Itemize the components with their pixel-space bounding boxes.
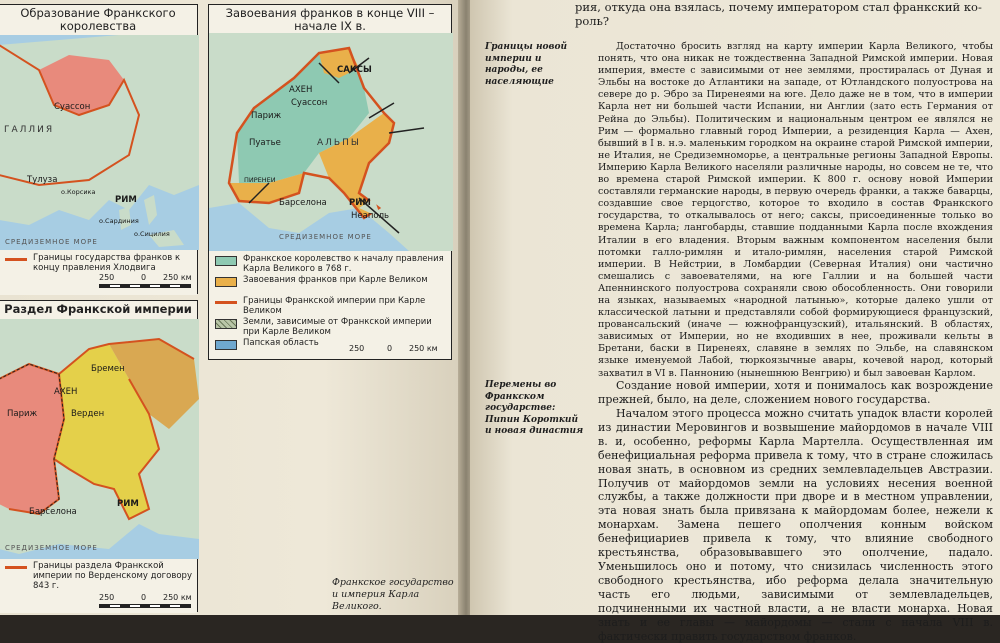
map1-label-galliya: ГАЛЛИЯ [4, 125, 55, 135]
map3-legend [0, 559, 197, 613]
map3-label-rim: РИМ [117, 499, 139, 509]
map2-title: Завоевания франков в конце VIII – начале IX в. [209, 5, 451, 33]
map2-label-neapol: Неаполь [351, 211, 390, 221]
map3-label-sea: СРЕДИЗЕМНОЕ МОРЕ [5, 544, 98, 552]
map-frankish-kingdom-formation [0, 4, 198, 294]
map3-area [0, 319, 197, 559]
map2-legend [209, 251, 451, 359]
top-continuation-text: рия, откуда она взялась, почему императором стал франкский ко-роль? [575, 0, 982, 28]
map-frankish-conquests [208, 4, 452, 360]
map2-legend-swatch-conquests [215, 277, 237, 287]
map3-label-bremen: Бремен [91, 364, 125, 374]
map-frankish-empire-division [0, 300, 198, 612]
map2-label-barselona: Барселона [279, 198, 327, 208]
map2-scale-c: 250 км [409, 344, 438, 353]
map1-area [0, 35, 197, 250]
map2-label-pirenei: ПИРЕНЕИ [244, 176, 276, 184]
map2-label-saksy: САКСЫ [337, 65, 372, 75]
map1-scale-b: 0 [141, 273, 147, 282]
map2-legend-swatch-768 [215, 256, 237, 266]
map2-label-puate: Пуатье [249, 138, 281, 148]
map3-scale-a: 250 [99, 593, 115, 602]
map1-scale-a: 250 [99, 273, 115, 282]
map1-label-rim: РИМ [115, 195, 137, 205]
map2-legend-text-border: Границы Франкской империи при Карле Великом [243, 296, 426, 316]
paragraph-new-empire: Создание новой империи, хотя и понималось как возрождение прежней, было, на деле, сложением нового государства. [598, 379, 993, 406]
map3-svg [0, 319, 199, 559]
map1-scale-c: 250 км [163, 273, 192, 282]
map3-legend-text: Границы раздела Франкской империи по Верденскому договору 843 г. [33, 561, 192, 591]
map2-label-suasson: Суассон [291, 98, 328, 108]
map2-area [209, 33, 451, 251]
map1-label-tuluza: Тулуза [27, 175, 58, 185]
map1-label-korsika: о.Корсика [61, 188, 96, 196]
map2-legend-text-dependent: Земли, зависимые от Франкской империи при Карле Великом [243, 317, 432, 337]
map2-label-alpy: АЛЬПЫ [317, 138, 361, 148]
map2-legend-swatch-border [215, 301, 237, 304]
map1-label-suasson: Суассон [54, 102, 91, 112]
margin-note-changes: Перемены во Франкском государстве: Пипин Короткий и новая династия [485, 380, 584, 436]
map1-label-sardiniya: о.Сардиния [99, 217, 139, 225]
map1-legend-border-swatch [5, 258, 27, 261]
map1-scale-line [99, 284, 191, 288]
map3-legend-border-swatch [5, 566, 27, 569]
map2-label-sea: СРЕДИЗЕМНОЕ МОРЕ [279, 233, 372, 241]
map2-legend-text-papal: Папская область [243, 338, 319, 348]
margin-note-borders: Границы новой империи и народы, ее населяющие [485, 42, 567, 87]
map3-scale-line [99, 604, 191, 608]
map1-title: Образование Франкского королевства [0, 5, 197, 35]
map2-scale-b: 0 [387, 344, 393, 353]
map3-scale-b: 0 [141, 593, 147, 602]
map2-legend-swatch-papal [215, 340, 237, 350]
map2-label-rim: РИМ [349, 198, 371, 208]
map2-legend-text-conquests: Завоевания франков при Карле Великом [243, 275, 428, 285]
map2-legend-swatch-dependent [215, 319, 237, 329]
map1-legend [0, 250, 197, 295]
map2-scale-a: 250 [349, 344, 365, 353]
map3-label-ahen: АХЕН [54, 387, 78, 397]
map2-label-ahen: АХЕН [289, 85, 313, 95]
map3-title: Раздел Франкской империи [0, 301, 197, 319]
map1-label-sitsiliya: о.Сицилия [134, 230, 170, 238]
map3-label-barselona: Барселона [29, 507, 77, 517]
map3-label-parizh: Париж [7, 409, 38, 419]
map3-label-verden: Верден [71, 409, 105, 419]
map1-legend-text: Границы государства франков к концу правления Хлодвига [33, 253, 181, 273]
maps-caption: Франкское государство и империя Карла Великого. [332, 577, 454, 612]
map3-scale-c: 250 км [163, 593, 192, 602]
paragraph-empire-borders: Достаточно бросить взгляд на карту империи Карла Великого, чтобы понять, что она никак не тождественна Западной Римской империи. Новая империя, вместе с зависимыми от нее землями, простиралась от Дуная и Эльбы на востоке до Атлантики на западе, от Ютландского полуострова на севере до р. Эбро за Пиренеями на юге. Дело даже не в том, что в империи Карла нет ни большей части Испании, ни Англии (зато есть Германия от Рейна до Эльбы). Политическим и национальным центром ее являлся не Рим — формально главный город Империи, а резиденция Карла — Ахен, бывший в I в. н.э. маленьким городком на окраине старой Римской империи, не Италия, не Средиземноморье, а центральные регионы Западной Европы. Империю Карла Великого населяли различные народы, но совсем не те, что во времена старой Римской империи. К 800 г. основу новой Империи составляли германские народы, в первую очередь франки, а также баварцы, создавшие свое герцогство, которое то входило в состав Франкского государства, то откалывалось от него; саксы, присоединенные только во времена Карла; лангобарды, ставшие подданными Карла после вхождения Италии в его владения. Вторым важным компонентом населения были потомки галло-римлян и итало-римлян, населения старой Римской империи. В Нейстрии, в Ломбардии (Северная Италия) они частично смешались с завоевателями, на юге Галлии и на большей части Апеннинского полуострова сохраняли свою обособленность. Они говорили на языках, называемых «народной латынью», которые далеко ушли от классической латыни и представляли собой формирующиеся французский, провансальский (иначе — южнофранцузский), итальянский. В областях, зависимых от Империи, но не входивших в нее, проживали кельты в Бретани, баски в Пиренеях, славяне в землях по Эльбе, на славянском языке именуемой Лабой, тюркоязычные авары, кочевой народ, который захватил в VI в. Паннонию (нынешнюю Венгрию) и был завоеван Карлом. [598, 41, 993, 379]
map2-label-parizh: Париж [251, 111, 282, 121]
paragraph-merovingian-decline: Началом этого процесса можно считать упадок власти королей из династии Меровингов и возвышение майордомов в начале VIII в. и, особенно, реформы Карла Мартелла. Осуществленная им бенефициальная реформа привела к тому, что в стране сложилась новая знать, в основном из средних землевладельцев Австразии. Получив от майордомов земли на условиях несения военной службы, а также должности при дворе и в местном управлении, эта новая знать была привязана к майордомам более, нежели к монархам. Замена пешего ополчения конным войском бенефициариев привела к тому, что влияние свободного крестьянства, образовывавшего это ополчение, падало. Уменьшилось оно и потому, что снизилась численность этого свободного крестьянства, ибо реформа делала значительную часть его людьми, зависимыми от землевладельцев, подчиненными их частной власти, а не власти монарха. Новая знать и ее главы — майордомы — стали с начала VIII в. фактически править государством франков. [598, 407, 993, 643]
map1-label-sea: СРЕДИЗЕМНОЕ МОРЕ [5, 238, 98, 246]
map2-legend-text-768: Франкское королевство к началу правления Карла Великого в 768 г. [243, 254, 444, 274]
left-page [0, 0, 462, 615]
